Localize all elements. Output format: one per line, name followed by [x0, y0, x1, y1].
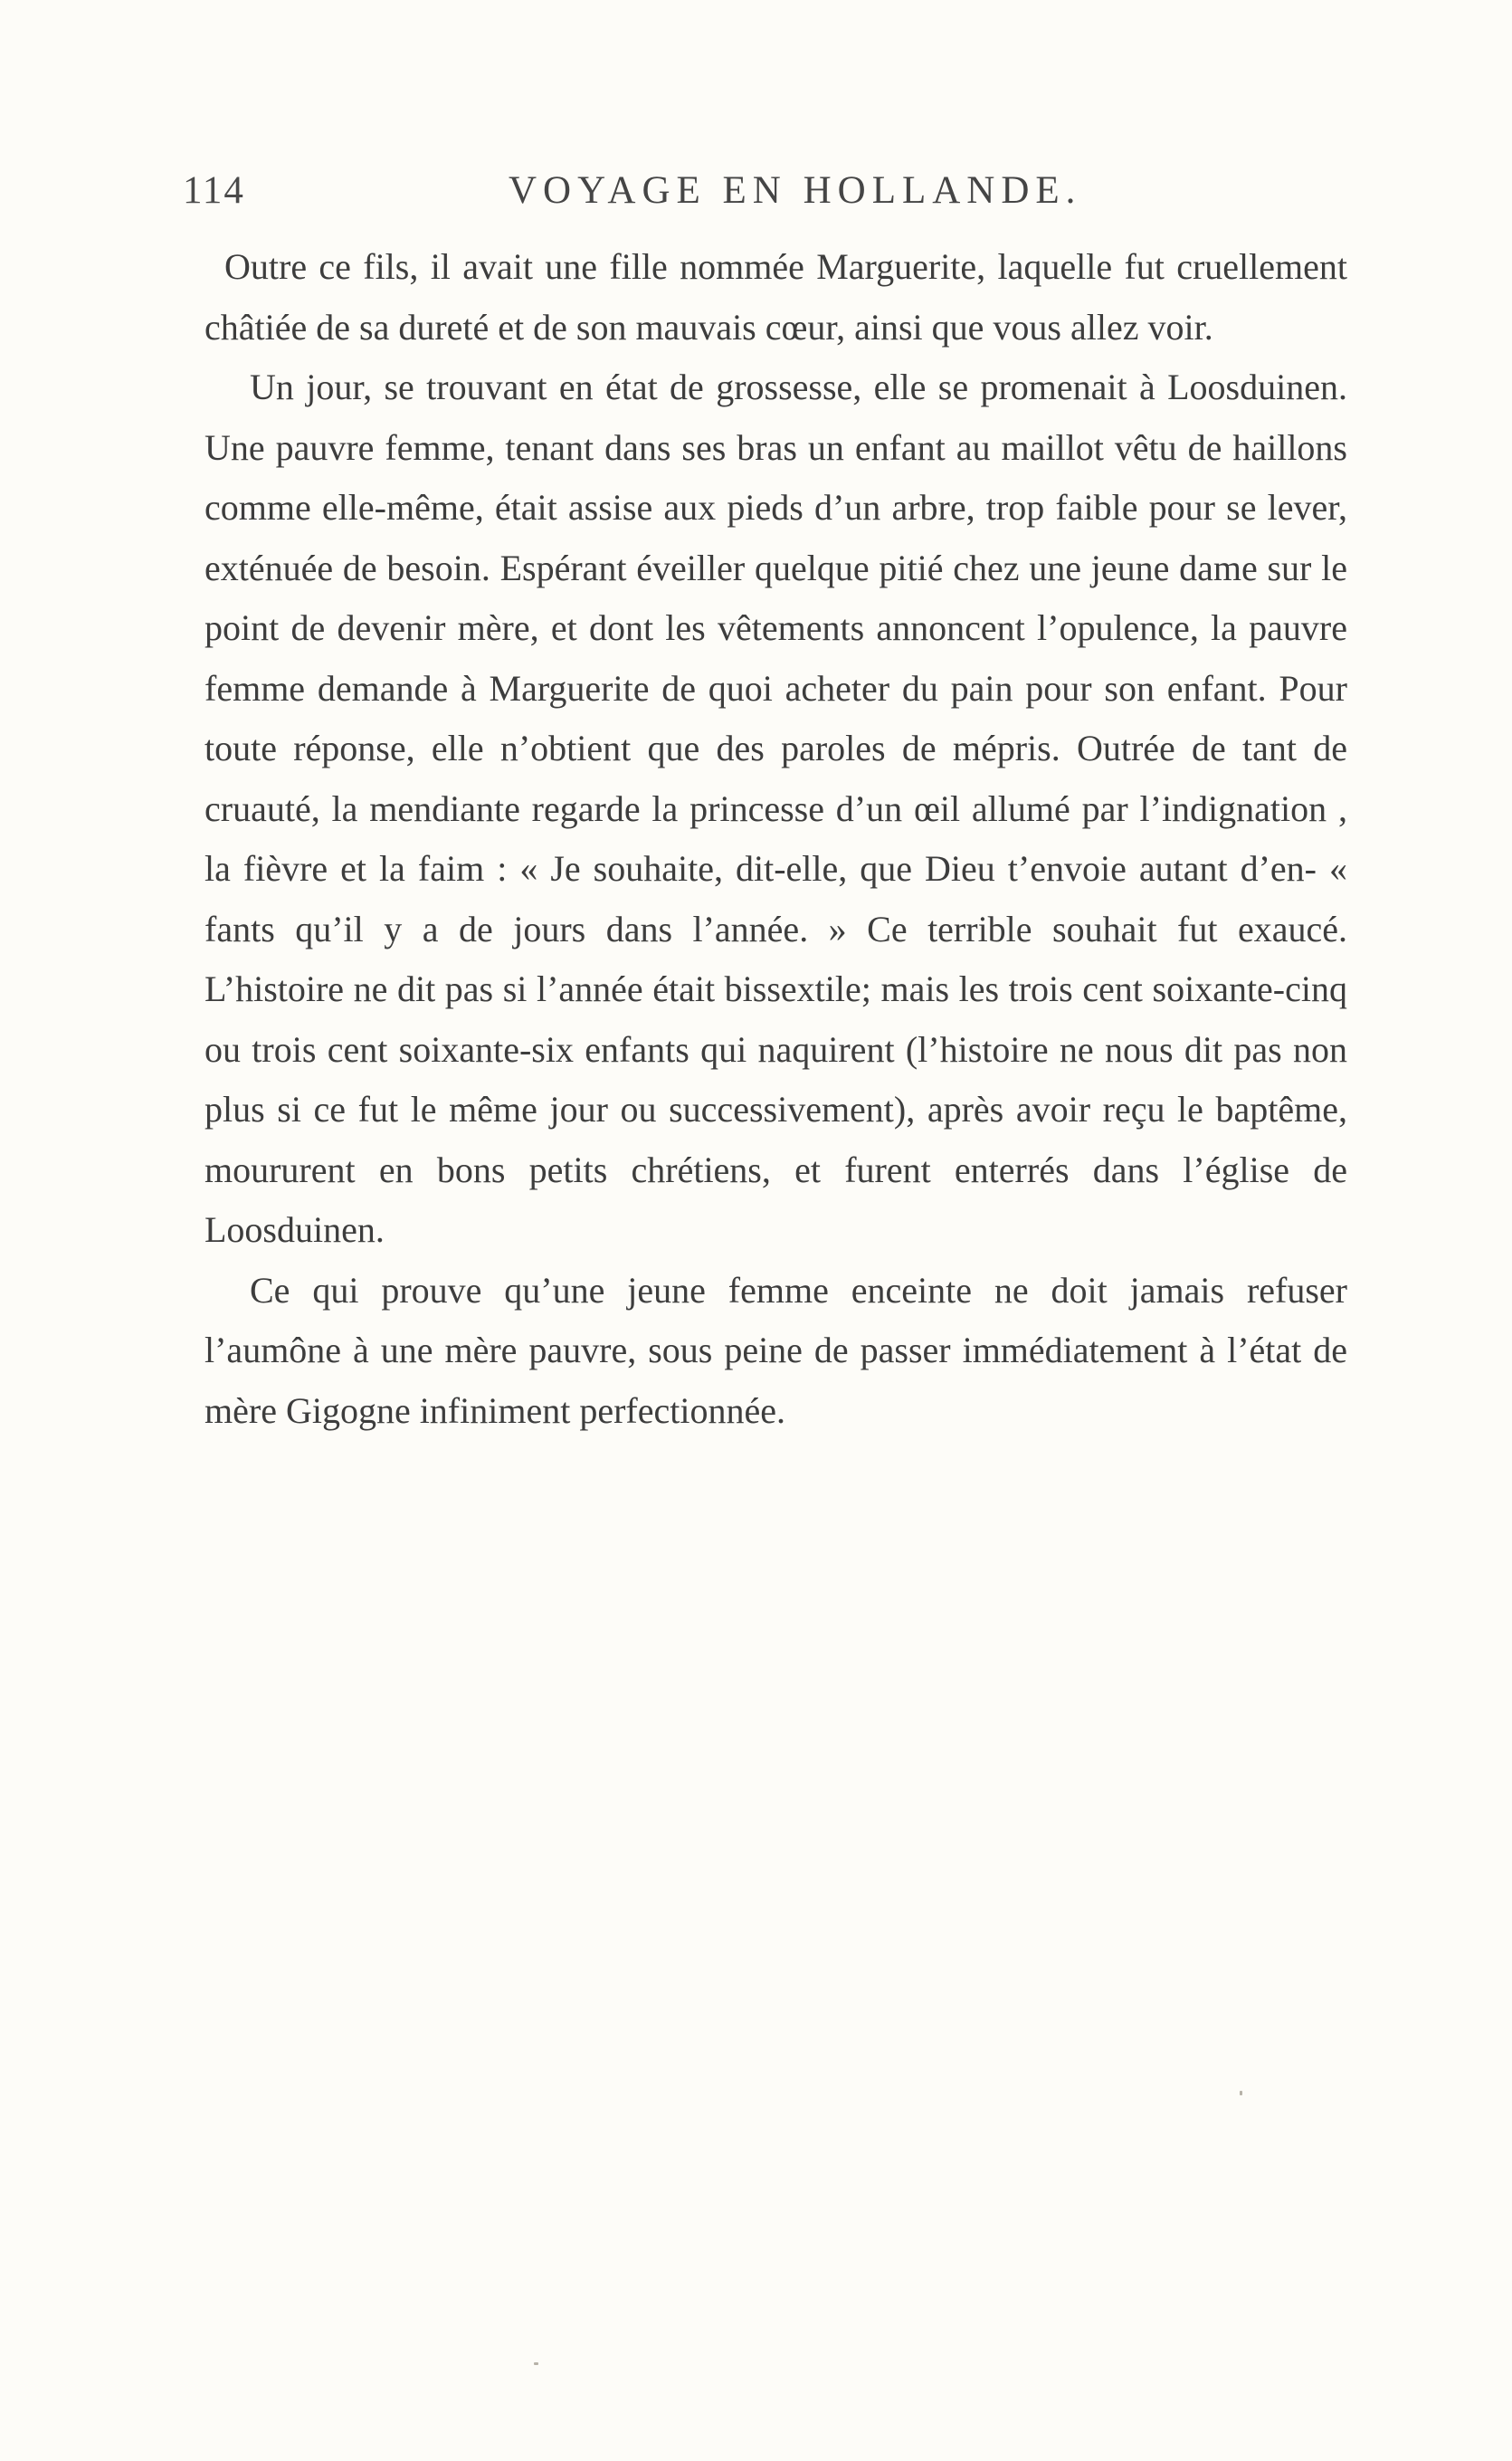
- running-head: [183, 168, 1337, 223]
- paper-speck: [534, 2362, 538, 2365]
- paper-speck: [1240, 2091, 1242, 2095]
- paragraph-2: Un jour, se trouvant en état de grossesse, elle se promenait à Loosduinen. Une pauvre femme, tenant dans ses bras un enfant au maillot vêtu de haillons comme elle-même, était assise aux pieds d’un arbre, trop faible pour se lever, exténuée de besoin. Espérant éveiller quelque pitié chez une jeune dame sur le point de devenir mère, et dont les vêtements annoncent l’opulence, la pauvre femme demande à Marguerite de quoi acheter du pain pour son enfant. Pour toute réponse, elle n’obtient que des paroles de mépris. Outrée de tant de cruauté, la mendiante regarde la princesse d’un œil allumé par l’indignation , la fièvre et la faim : « Je souhaite, dit-elle, que Dieu t’envoie autant d’en- « fants qu’il y a de jours dans l’année. » Ce terrible souhait fut exaucé. L’histoire ne dit pas si l’année était bissextile; mais les trois cent soixante-cinq ou trois cent soixante-six enfants qui naquirent (l’histoire ne nous dit pas non plus si ce fut le même jour ou successivement), après avoir reçu le baptême, moururent en bons petits chrétiens, et furent enterrés dans l’église de Loosduinen.: [204, 367, 1347, 1250]
- page-number: 114: [183, 169, 245, 212]
- paragraph-3: Ce qui prouve qu’une jeune femme enceinte ne doit jamais refuser l’aumône à une mère pauvre, sous peine de passer immédiatement à l’état de mère Gigogne infiniment perfectionnée.: [204, 1269, 1347, 1431]
- running-title: VOYAGE EN HOLLANDE.: [509, 169, 1082, 212]
- body-text: [204, 237, 1347, 1441]
- paragraph-1: Outre ce fils, il avait une fille nommée Marguerite, laquelle fut cruellement châtiée de sa dureté et de son mauvais cœur, ainsi que vous allez voir.: [204, 246, 1347, 348]
